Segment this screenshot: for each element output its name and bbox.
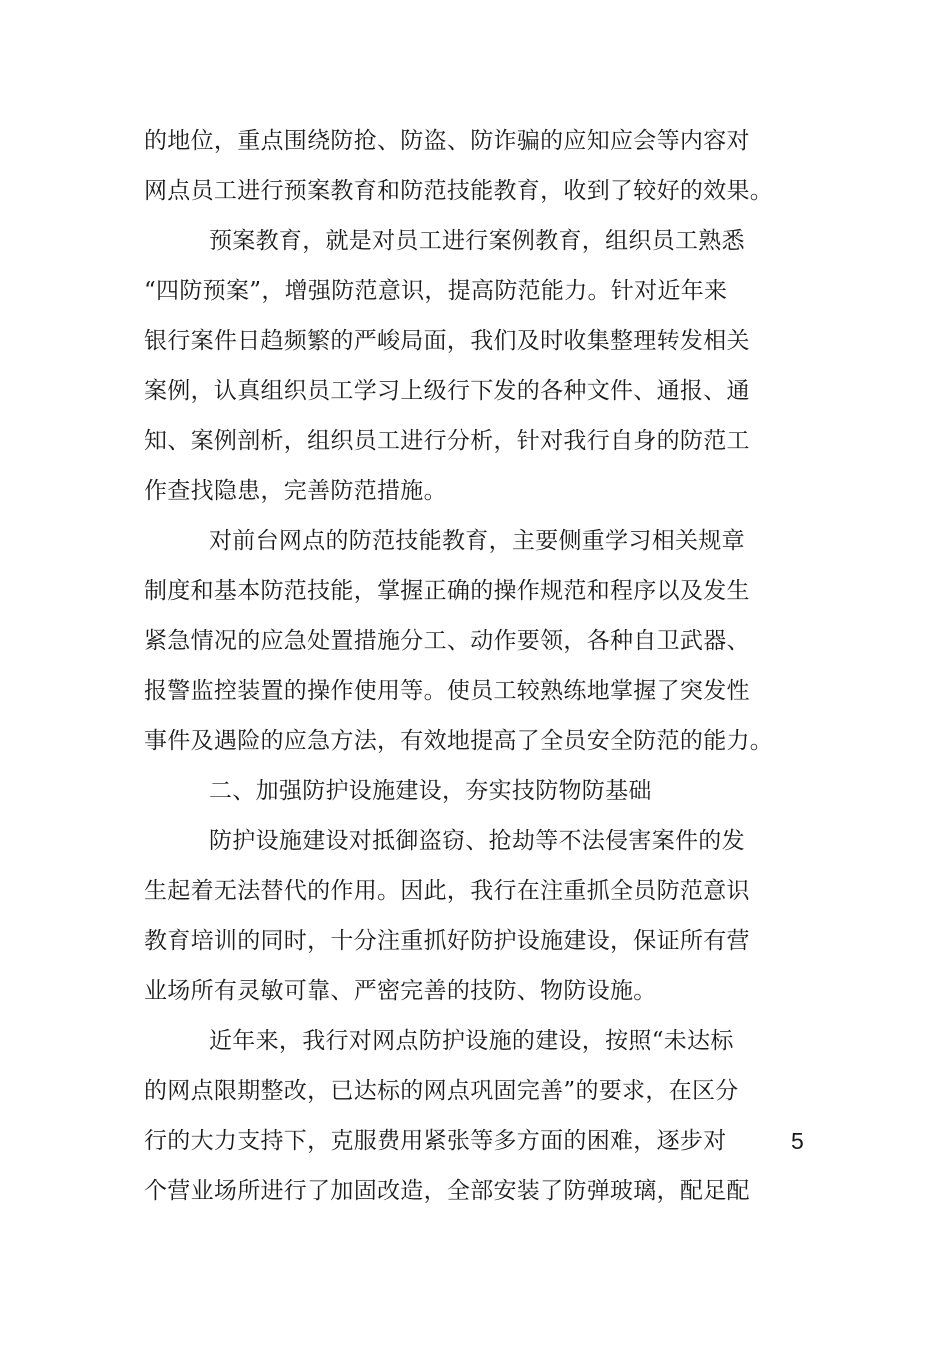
paragraph-start-line: 防护设施建设对抵御盗窃、抢劫等不法侵害案件的发 xyxy=(209,828,745,854)
text-line: 网点员工进行预案教育和防范技能教育，收到了较好的效果。 xyxy=(144,178,774,204)
text-line: 作查找隐患，完善防范措施。 xyxy=(144,478,447,504)
text-line: 的地位，重点围绕防抢、防盗、防诈骗的应知应会等内容对 xyxy=(144,128,750,154)
paragraph-start-line: 近年来，我行对网点防护设施的建设，按照“未达标 xyxy=(209,1028,734,1054)
paragraph-start-line: 预案教育，就是对员工进行案例教育，组织员工熟悉 xyxy=(209,228,745,254)
section-heading: 二、加强防护设施建设，夯实技防物防基础 xyxy=(209,778,652,804)
text-line: 生起着无法替代的作用。因此，我行在注重抓全员防范意识 xyxy=(144,878,750,904)
paragraph-start-line: 对前台网点的防范技能教育，主要侧重学习相关规章 xyxy=(209,528,745,554)
text-line: 教育培训的同时，十分注重抓好防护设施建设，保证所有营 xyxy=(144,928,750,954)
text-line: 事件及遇险的应急方法，有效地提高了全员安全防范的能力。 xyxy=(144,728,774,754)
text-line: 个营业场所进行了加固改造，全部安装了防弹玻璃，配足配 xyxy=(144,1178,750,1204)
text-line: 报警监控装置的操作使用等。使员工较熟练地掌握了突发性 xyxy=(144,678,750,704)
text-line: 业场所有灵敏可靠、严密完善的技防、物防设施。 xyxy=(144,978,657,1004)
text-line: 的网点限期整改，已达标的网点巩固完善”的要求，在区分 xyxy=(144,1078,739,1104)
text-line: 案例，认真组织员工学习上级行下发的各种文件、通报、通 xyxy=(144,378,750,404)
text-line: 银行案件日趋频繁的严峻局面，我们及时收集整理转发相关 xyxy=(144,328,750,354)
text-line: 知、案例剖析，组织员工进行分析，针对我行自身的防范工 xyxy=(144,428,750,454)
text-line: 行的大力支持下，克服费用紧张等多方面的困难，逐步对 xyxy=(144,1128,727,1154)
text-line: 紧急情况的应急处置措施分工、动作要领，各种自卫武器、 xyxy=(144,628,750,654)
text-line: “四防预案”，增强防范意识，提高防范能力。针对近年来 xyxy=(144,278,728,304)
text-line: 制度和基本防范技能，掌握正确的操作规范和程序以及发生 xyxy=(144,578,750,604)
margin-number: 5 xyxy=(791,1128,804,1154)
